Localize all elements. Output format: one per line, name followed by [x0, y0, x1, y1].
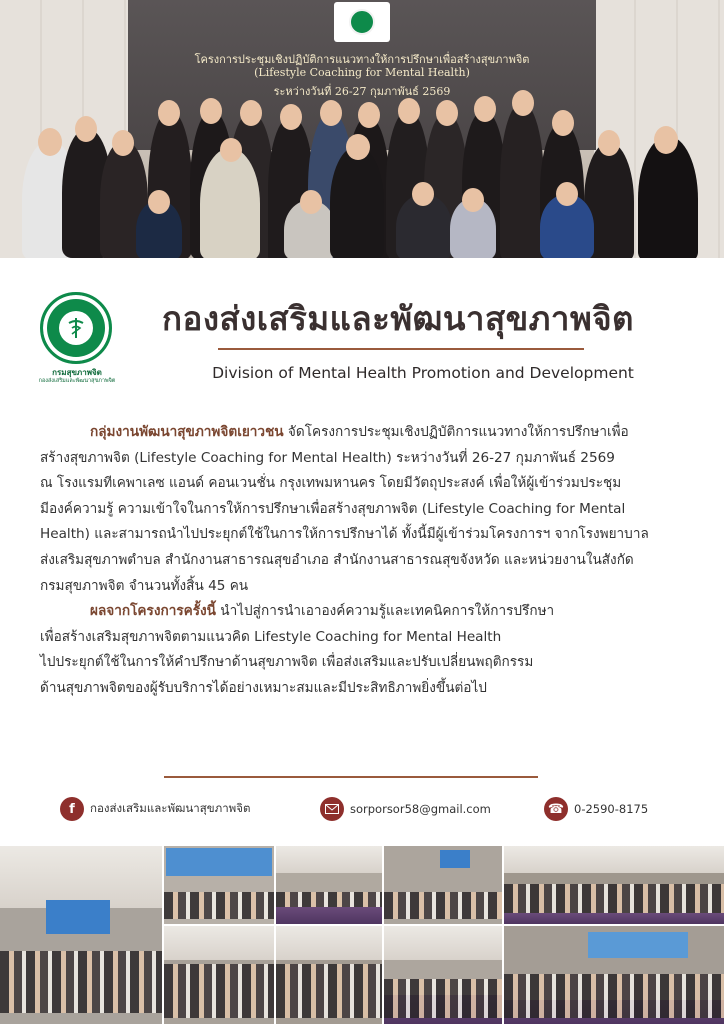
footer-divider [164, 776, 538, 778]
paragraph-1-line-7: กรมสุขภาพจิต จำนวนทั้งสิ้น 45 คน [40, 577, 249, 594]
paragraph-2-line-2: เพื่อสร้างเสริมสุขภาพจิตตามแนวคิด Lifestyle Coaching for Mental Health [40, 628, 502, 645]
paragraph-2-line-1: ผลจากโครงการครั้งนี้ นำไปสู่การนำเอาองค์ความรู้และเทคนิคการให้การปรึกษา [90, 603, 555, 620]
banner-line-3: ระหว่างวันที่ 26-27 กุมภาพันธ์ 2569 [273, 85, 451, 98]
collage-photo-5 [504, 846, 724, 924]
article-body [40, 420, 688, 702]
hero-group-photo [0, 0, 724, 258]
page-title-thai: กองส่งเสริมและพัฒนาสุขภาพจิต [162, 299, 634, 338]
contact-bar [0, 796, 724, 826]
logo-caption-division: กองส่งเสริมและพัฒนาสุขภาพจิต [38, 378, 116, 384]
collage-photo-8 [384, 926, 502, 1024]
collage-photo-9 [504, 926, 724, 1024]
page-title-english: Division of Mental Health Promotion and Development [212, 364, 634, 382]
paragraph-2-lead: ผลจากโครงการครั้งนี้ [90, 603, 216, 620]
collage-photo-7 [276, 926, 382, 1024]
phone-number: 0-2590-8175 [574, 802, 649, 816]
paragraph-1-lead: กลุ่มงานพัฒนาสุขภาพจิตเยาวชน [90, 424, 284, 440]
logo-caption-department: กรมสุขภาพจิต [52, 368, 102, 377]
collage-photo-6 [164, 926, 274, 1024]
facebook-page-name: กองส่งเสริมและพัฒนาสุขภาพจิต [90, 801, 251, 815]
banner-line-2: (Lifestyle Coaching for Mental Health) [254, 66, 470, 79]
event-photo-collage [0, 846, 724, 1024]
collage-photo-1 [0, 846, 162, 1024]
contact-email[interactable] [320, 796, 491, 822]
mail-icon [320, 797, 344, 821]
collage-photo-3 [276, 846, 382, 924]
contact-phone[interactable] [544, 796, 648, 822]
paragraph-1-line-2: สร้างสุขภาพจิต (Lifestyle Coaching for Mental Health) ระหว่างวันที่ 26-27 กุมภาพันธ์ 2569 [40, 449, 615, 466]
paragraph-1-line-5: Health) และสามารถนำไปประยุกต์ใช้ในการให้การปรึกษาได้ ทั้งนี้มีผู้เข้าร่วมโครงการฯ จากโรงพยาบาล [40, 526, 649, 543]
paragraph-2-line-4: ด้านสุขภาพจิตของผู้รับบริการได้อย่างเหมาะสมและมีประสิทธิภาพยิ่งขึ้นต่อไป [40, 679, 487, 696]
phone-icon: ☎ [544, 797, 568, 821]
banner-logo-icon [334, 2, 390, 42]
collage-photo-4 [384, 846, 502, 924]
paragraph-2-line-3: ไปประยุกต์ใช้ในการให้คำปรึกษาด้านสุขภาพจิต เพื่อส่งเสริมและปรับเปลี่ยนพฤติกรรม [40, 654, 534, 671]
paragraph-1-line-1: กลุ่มงานพัฒนาสุขภาพจิตเยาวชน จัดโครงการประชุมเชิงปฏิบัติการแนวทางให้การปรึกษาเพื่อ [90, 424, 629, 440]
email-address: sorporsor58@gmail.com [350, 802, 491, 816]
contact-facebook[interactable] [60, 796, 250, 822]
ministry-seal-icon [40, 292, 112, 364]
collage-photo-2 [164, 846, 274, 924]
paragraph-1-line-3: ณ โรงแรมทีเคพาเลซ แอนด์ คอนเวนชั่น กรุงเทพมหานคร โดยมีวัตถุประสงค์ เพื่อให้ผู้เข้าร่วมประชุม [40, 475, 622, 492]
facebook-icon: f [60, 797, 84, 821]
ministry-logo [36, 292, 118, 388]
banner-line-1: โครงการประชุมเชิงปฏิบัติการแนวทางให้การปรึกษาเพื่อสร้างสุขภาพจิต [194, 53, 530, 66]
paragraph-1-line-6: ส่งเสริมสุขภาพตำบล สำนักงานสาธารณสุขอำเภอ สำนักงานสาธารณสุขจังหวัด และหน่วยงานในสังกัด [40, 551, 634, 568]
hero-crowd [0, 90, 724, 258]
title-divider [218, 348, 584, 350]
paragraph-1-line-4: มีองค์ความรู้ ความเข้าใจในการให้การปรึกษาเพื่อสร้างสุขภาพจิต (Lifestyle Coaching for Mental [40, 500, 626, 517]
